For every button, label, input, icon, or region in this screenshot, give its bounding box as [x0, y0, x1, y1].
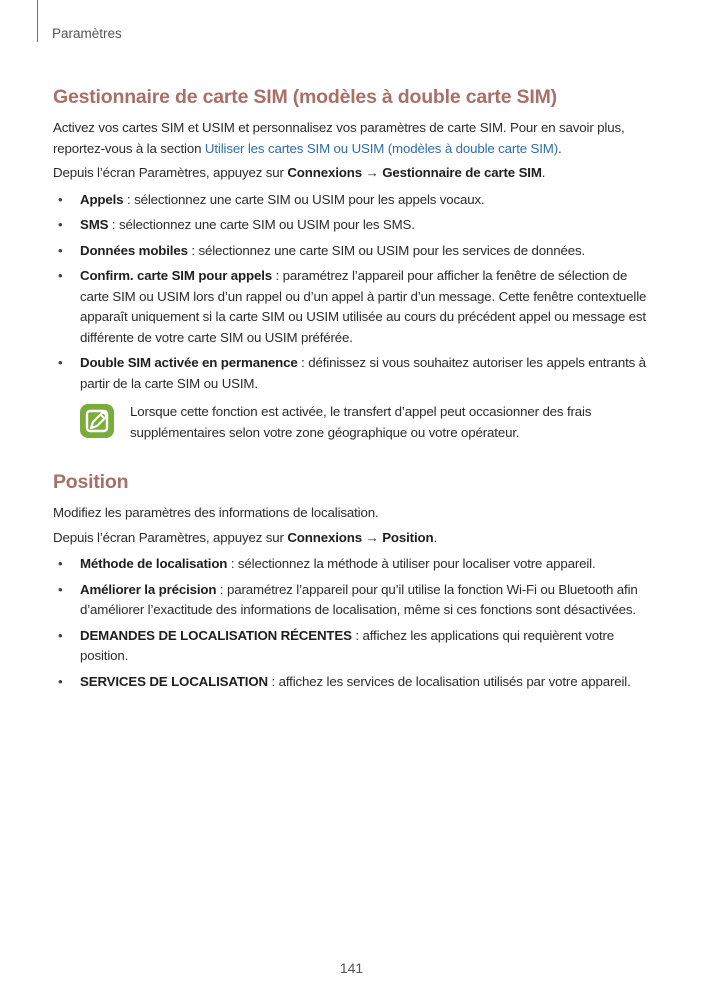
option-term: Méthode de localisation — [80, 556, 228, 571]
section-title-sim-manager: Gestionnaire de carte SIM (modèles à double carte SIM) — [53, 86, 557, 108]
sim-path-end: . — [541, 165, 546, 180]
option-term: Appels — [80, 191, 124, 207]
list-item — [53, 580, 653, 621]
note-text: Lorsque cette fonction est activée, le transfert d’appel peut occasionner des frais supplémentaires selon votre zone géographique ou votre opérateur. — [130, 404, 592, 440]
section-title-position: Position — [53, 471, 129, 493]
sim-path-step-manager: Gestionnaire de carte SIM — [382, 165, 542, 180]
sim-intro-text: Activez vos cartes SIM et USIM et personnalisez vos paramètres de carte SIM. Pour en savoir plus, reportez-vous à la section — [53, 120, 625, 156]
position-path-step-position: Position — [382, 529, 434, 545]
bullet-icon: • — [58, 673, 63, 689]
list-item — [53, 353, 653, 394]
running-header-title: Paramètres — [52, 26, 122, 41]
bullet-icon: • — [58, 191, 63, 207]
position-path-prefix: Depuis l’écran Paramètres, appuyez sur — [53, 529, 288, 545]
bullet-icon: • — [58, 627, 63, 643]
sim-path-step-connexions: Connexions — [287, 165, 362, 180]
option-term: Confirm. carte SIM pour appels — [80, 268, 273, 283]
position-navigation-path — [53, 528, 653, 549]
list-item — [53, 215, 653, 236]
option-description: : définissez si vous souhaitez autoriser les appels entrants à partir de la carte SIM ou USIM. — [80, 355, 646, 391]
sim-intro-paragraph — [53, 118, 653, 159]
sim-cross-reference-link[interactable]: Utiliser les cartes SIM ou USIM (modèles à double carte SIM) — [204, 140, 559, 156]
bullet-icon: • — [58, 581, 63, 597]
option-term: DEMANDES DE LOCALISATION RÉCENTES — [80, 627, 352, 643]
list-item — [53, 626, 653, 667]
list-item — [53, 266, 653, 348]
option-description: : sélectionnez une carte SIM ou USIM pour les SMS. — [108, 217, 415, 232]
bullet-icon: • — [58, 355, 63, 370]
option-description: : affichez les applications qui requièrent votre position. — [80, 627, 615, 663]
bullet-icon: • — [58, 242, 63, 258]
option-term: Double SIM activée en permanence — [80, 355, 298, 370]
option-term: SERVICES DE LOCALISATION — [80, 673, 268, 689]
sim-path-prefix: Depuis l’écran Paramètres, appuyez sur — [53, 165, 288, 180]
option-description: : affichez les services de localisation utilisés par votre appareil. — [268, 673, 631, 689]
bullet-icon: • — [58, 217, 63, 232]
sim-path-arrow: → — [361, 165, 383, 180]
sim-options-list — [53, 190, 653, 395]
position-path-arrow: → — [361, 529, 383, 545]
option-description: : sélectionnez une carte SIM ou USIM pour les appels vocaux. — [123, 191, 485, 207]
option-term: SMS — [80, 217, 109, 232]
option-term: Données mobiles — [80, 242, 188, 258]
header-margin-rule — [37, 0, 38, 42]
note-box — [79, 402, 653, 443]
sim-navigation-path — [53, 163, 653, 184]
note-pencil-icon — [79, 403, 115, 439]
list-item — [53, 190, 653, 211]
position-intro-paragraph: Modifiez les paramètres des informations de localisation. — [53, 505, 379, 520]
bullet-icon: • — [58, 268, 63, 283]
bullet-icon: • — [58, 556, 63, 571]
list-item — [53, 241, 653, 262]
sim-intro-end: . — [558, 140, 562, 156]
page-content — [53, 84, 653, 697]
list-item — [53, 554, 653, 575]
position-path-end: . — [433, 529, 437, 545]
option-description: : sélectionnez une carte SIM ou USIM pour les services de données. — [187, 242, 586, 258]
list-item — [53, 672, 653, 693]
option-term: Améliorer la précision — [80, 581, 217, 597]
position-options-list — [53, 554, 653, 692]
page-number: 141 — [339, 960, 364, 976]
option-description: : paramétrez l’appareil pour qu’il utilise la fonction Wi-Fi ou Bluetooth afin d’améliorer l’exactitude des informations de localisation, même si ces fonctions sont désactivées. — [80, 581, 638, 617]
option-description: : sélectionnez la méthode à utiliser pour localiser votre appareil. — [227, 556, 596, 571]
position-path-step-connexions: Connexions — [287, 529, 362, 545]
option-description: : paramétrez l’appareil pour afficher la fenêtre de sélection de carte SIM ou USIM lors d’un rappel ou d’un appel à partir d’un message. Cette fenêtre contextuelle apparaît uniquement si la carte SIM ou USIM utilisée au cours du précédent appel ou message est différente de votre carte SIM ou USIM préférée. — [80, 268, 647, 345]
